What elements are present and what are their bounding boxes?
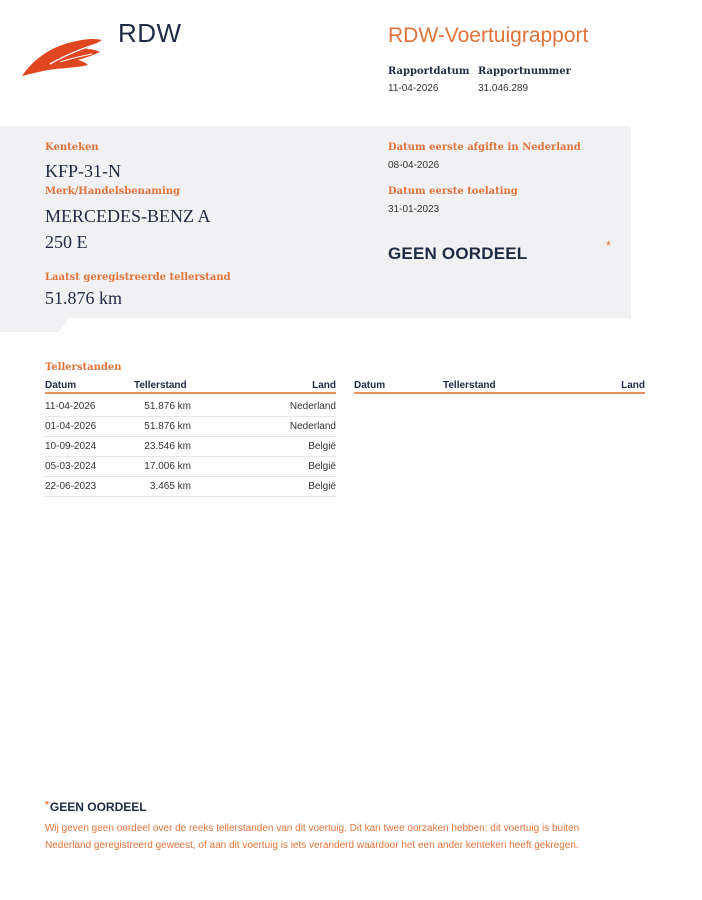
col-country-header-2: Land: [621, 380, 645, 391]
row-date: 22-06-2023: [45, 481, 97, 492]
row-date: 11-04-2026: [45, 401, 96, 412]
row-reading: 17.006 km: [144, 461, 191, 472]
first-admission-value: 31-01-2023: [388, 204, 440, 215]
row-country: Nederland: [289, 401, 336, 412]
row-reading: 51.876 km: [144, 421, 191, 432]
row-date: 01-04-2026: [45, 421, 97, 432]
row-reading: 23.546 km: [144, 441, 191, 452]
table-row: [45, 397, 336, 417]
row-country: Nederland: [289, 421, 336, 432]
table-row: [45, 457, 336, 477]
footnote-title-text: GEEN OORDEEL: [49, 800, 147, 814]
make-value-line1: MERCEDES-BENZ A: [45, 206, 211, 226]
footnote-text: Wij geven geen oordeel over de reeks tellerstanden van dit voertuig. Dit kan twee oorzaken hebben: dit voertuig is buiten Nederland geregistreerd geweest, of aan dit voertuig is iets veranderd waardoor het een ander kenteken heeft gekregen.: [45, 823, 580, 851]
row-country: België: [308, 441, 336, 452]
row-date: 10-09-2024: [45, 441, 97, 452]
row-country: België: [308, 461, 336, 472]
panel-tab: [0, 316, 70, 332]
row-reading: 51.876 km: [144, 401, 191, 412]
report-number-label: Rapportnummer: [478, 66, 571, 77]
make-label: Merk/Handelsbenaming: [45, 186, 181, 197]
plate-label: Kenteken: [45, 142, 99, 153]
verdict-status: GEEN OORDEEL: [388, 244, 528, 263]
table-header-rule: [45, 392, 336, 394]
col-date-header: Datum: [45, 380, 77, 391]
col-reading-header-2: Tellerstand: [443, 380, 496, 391]
odometer-value: 51.876 km: [45, 288, 123, 308]
table-row: [45, 417, 336, 437]
brand-name: RDW: [118, 18, 182, 48]
first-nl-label: Datum eerste afgifte in Nederland: [388, 142, 581, 153]
row-reading: 3.465 km: [149, 481, 191, 492]
report-number-value: 31.046.289: [478, 83, 529, 94]
row-date: 05-03-2024: [45, 461, 97, 472]
rdw-logo-icon: [20, 34, 104, 78]
plate-value: KFP-31-N: [45, 161, 122, 181]
report-title: RDW-Voertuigrapport: [388, 24, 589, 47]
col-date-header-2: Datum: [354, 380, 386, 391]
col-reading-header: Tellerstand: [134, 380, 187, 391]
footnote-marker: *: [45, 800, 49, 811]
first-admission-label: Datum eerste toelating: [388, 186, 518, 197]
odometer-label: Laatst geregistreerde tellerstand: [45, 272, 231, 283]
table-row: [45, 437, 336, 457]
report-date-label: Rapportdatum: [388, 66, 470, 77]
col-country-header: Land: [312, 380, 336, 391]
report-date-value: 11-04-2026: [388, 83, 439, 94]
footnote-title: [45, 800, 147, 814]
row-country: België: [308, 481, 336, 492]
table-header-rule-2: [354, 392, 645, 394]
table-row: [45, 477, 336, 497]
readings-section-title: Tellerstanden: [45, 362, 122, 373]
verdict-footnote-marker: *: [606, 238, 612, 253]
make-value-line2: 250 E: [45, 232, 88, 252]
first-nl-value: 08-04-2026: [388, 160, 440, 171]
